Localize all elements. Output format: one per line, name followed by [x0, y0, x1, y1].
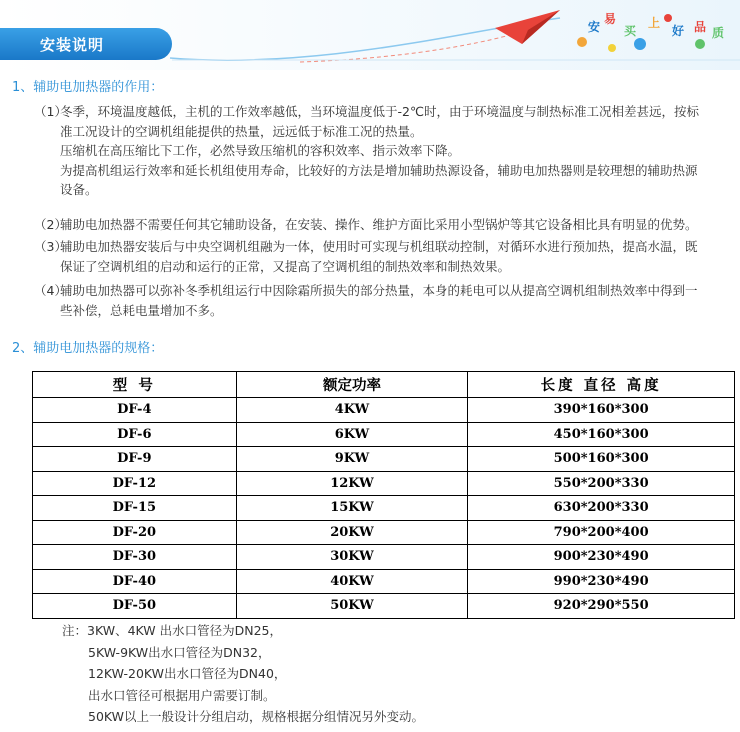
table-row — [33, 520, 735, 545]
dimensions-cell: 990*230*490 — [468, 569, 735, 594]
section-title-function: 1、辅助电加热器的作用： — [12, 80, 164, 95]
paragraph-line: 冬季，环境温度越低，主机的工作效率越低，当环境温度低于-2℃时，由于环境温度与制热标准工况相差甚远，按标 — [60, 104, 700, 119]
item-number: （2） — [34, 217, 67, 232]
slogan-char: 质 — [712, 26, 725, 40]
model-cell: DF-30 — [33, 545, 237, 570]
model-cell: DF-40 — [33, 569, 237, 594]
slogan-char: 易 — [604, 12, 617, 26]
paragraph-item-1 — [34, 102, 734, 200]
dimensions-cell: 900*230*490 — [468, 545, 735, 570]
paragraph-item-2 — [34, 215, 734, 235]
slogan-char: 安 — [588, 20, 601, 34]
note-line: 5KW-9KW出水口管径为DN32， — [88, 644, 271, 660]
slogan-char: 上 — [648, 16, 661, 30]
note-line: 12KW-20KW出水口管径为DN40， — [88, 666, 287, 681]
slogan-char: 品 — [694, 20, 707, 34]
power-cell: 6KW — [236, 422, 468, 447]
dimensions-cell: 920*290*550 — [468, 594, 735, 619]
dimensions-cell: 550*200*330 — [468, 471, 735, 496]
table-row — [33, 447, 735, 472]
table-row — [33, 422, 735, 447]
dimensions-cell: 790*200*400 — [468, 520, 735, 545]
page-title: 安装说明 — [40, 36, 105, 54]
item-number: （4） — [34, 283, 67, 298]
model-cell: DF-20 — [33, 520, 237, 545]
column-header-dimensions: 长度 直径 高度 — [468, 372, 735, 398]
paragraph-line: 辅助电加热器可以弥补冬季机组运行中因除霜所损失的部分热量，本身的耗电可以从提高空调机组制热效率中得到一 — [60, 283, 698, 298]
table-header-row — [33, 372, 735, 398]
notes — [62, 620, 424, 728]
table-row — [33, 398, 735, 423]
section-title-spec: 2、辅助电加热器的规格： — [12, 341, 164, 356]
dimensions-cell: 630*200*330 — [468, 496, 735, 521]
dimensions-cell: 390*160*300 — [468, 398, 735, 423]
paragraph-line: 辅助电加热器安装后与中央空调机组融为一体，使用时可实现与机组联动控制，对循环水进行预加热，提高水温，既 — [60, 239, 698, 254]
paragraph-line: 准工况设计的空调机组能提供的热量，远远低于标准工况的热量。 — [60, 123, 423, 139]
column-header-power: 额定功率 — [236, 372, 468, 398]
dimensions-cell: 450*160*300 — [468, 422, 735, 447]
power-cell: 9KW — [236, 447, 468, 472]
model-cell: DF-4 — [33, 398, 237, 423]
header-banner — [0, 0, 740, 70]
slogan-char: 买 — [624, 24, 637, 38]
paragraph-line: 保证了空调机组的启动和运行的正常，又提高了空调机组的制热效率和制热效果。 — [60, 258, 511, 274]
column-header-model: 型 号 — [33, 372, 237, 398]
power-cell: 12KW — [236, 471, 468, 496]
power-cell: 20KW — [236, 520, 468, 545]
paragraph-line: 为提高机组运行效率和延长机组使用寿命，比较好的方法是增加辅助热源设备，辅助电加热器则是较理想的辅助热源 — [60, 162, 698, 178]
model-cell: DF-6 — [33, 422, 237, 447]
spec-table — [32, 371, 735, 619]
power-cell: 30KW — [236, 545, 468, 570]
power-cell: 40KW — [236, 569, 468, 594]
model-cell: DF-12 — [33, 471, 237, 496]
paragraph-line: 设备。 — [60, 182, 98, 197]
table-row — [33, 471, 735, 496]
power-cell: 15KW — [236, 496, 468, 521]
power-cell: 4KW — [236, 398, 468, 423]
paragraph-line: 些补偿，总耗电量增加不多。 — [60, 302, 223, 318]
paragraph-line: 辅助电加热器不需要任何其它辅助设备，在安装、操作、维护方面比采用小型锅炉等其它设备相比具有明显的优势。 — [60, 217, 698, 232]
item-number: （1） — [34, 104, 67, 119]
note-line: 出水口管径可根据用户需要订制。 — [88, 687, 276, 703]
table-row — [33, 569, 735, 594]
paragraph-item-4 — [34, 281, 734, 320]
table-row — [33, 594, 735, 619]
item-number: （3） — [34, 239, 67, 254]
note-line: 注：3KW、4KW 出水口管径为DN25， — [62, 623, 282, 638]
paragraph-item-3 — [34, 237, 734, 276]
note-line: 50KW以上一般设计分组启动，规格根据分组情况另外变动。 — [88, 709, 425, 724]
dimensions-cell: 500*160*300 — [468, 447, 735, 472]
model-cell: DF-9 — [33, 447, 237, 472]
table-row — [33, 496, 735, 521]
model-cell: DF-50 — [33, 594, 237, 619]
model-cell: DF-15 — [33, 496, 237, 521]
power-cell: 50KW — [236, 594, 468, 619]
table-row — [33, 545, 735, 570]
slogan-char: 好 — [672, 24, 685, 38]
paragraph-line: 压缩机在高压缩比下工作，必然导致压缩机的容积效率、指示效率下降。 — [60, 143, 461, 158]
